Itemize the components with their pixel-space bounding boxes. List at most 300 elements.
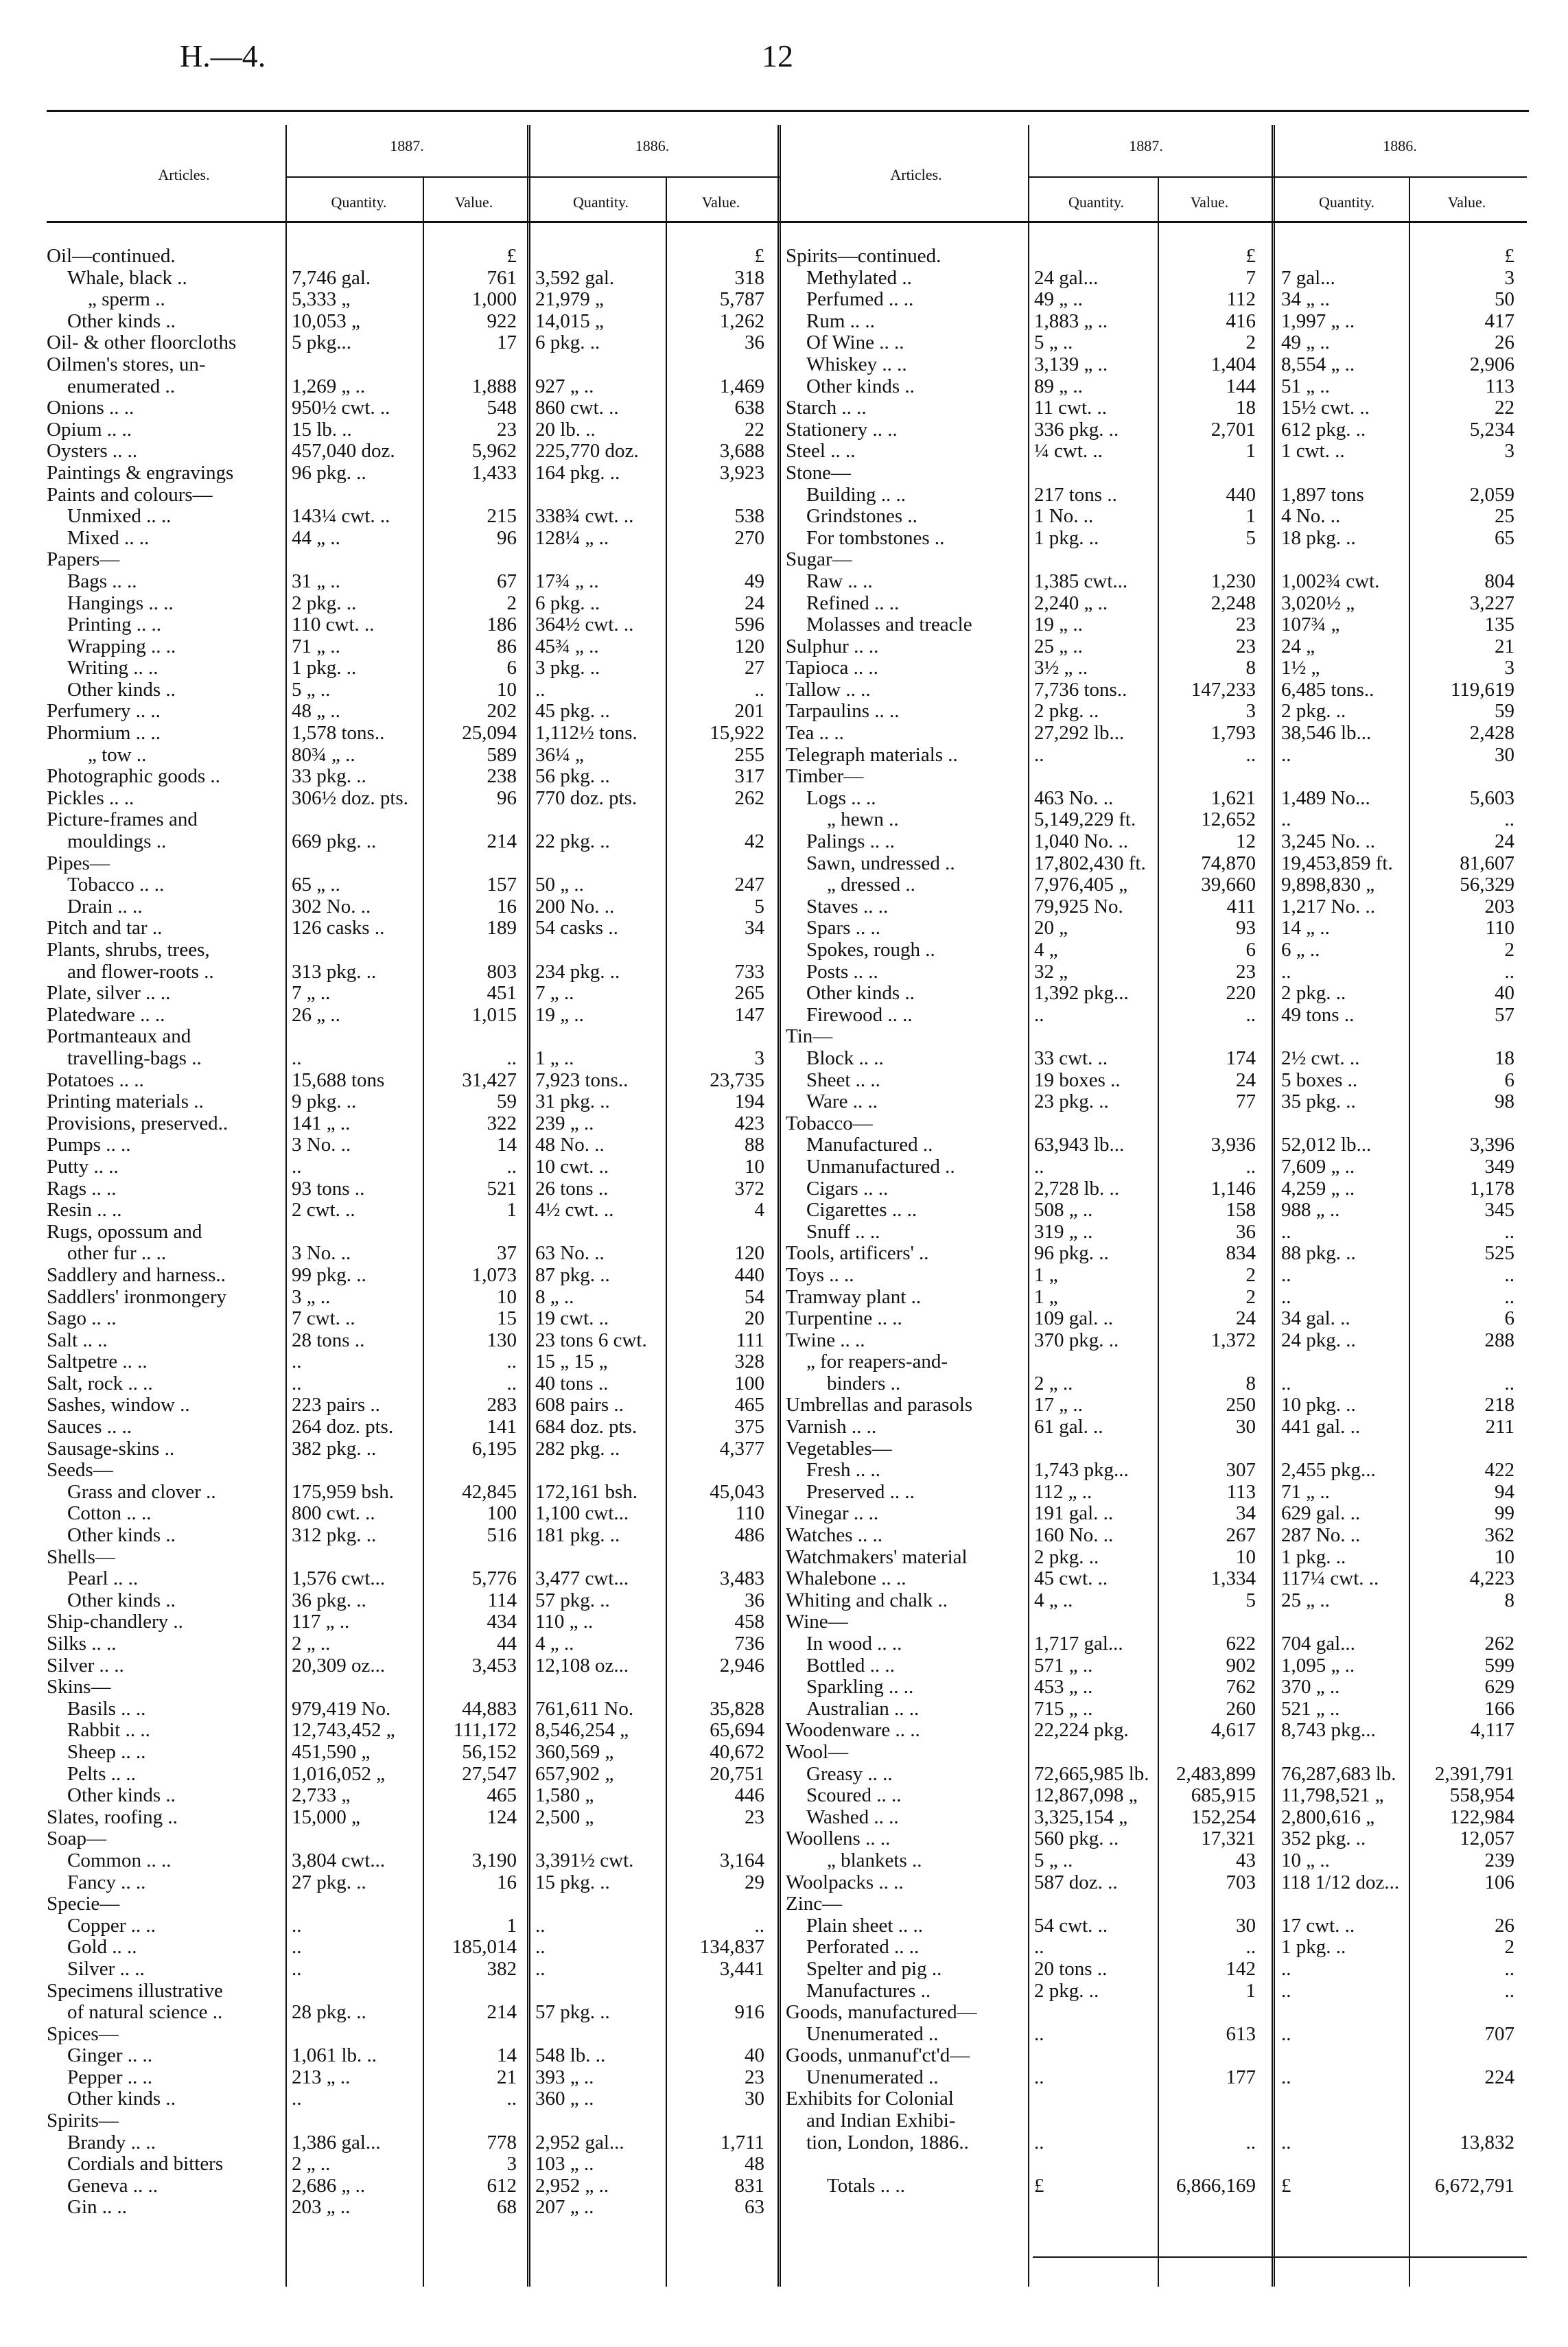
quantity-1886-cell: 2,500 „ xyxy=(535,1806,594,1828)
quantity-1887-cell: 1,392 pkg... xyxy=(1034,983,1129,1005)
table-row xyxy=(47,1503,791,1525)
table-row xyxy=(47,1525,791,1547)
quantity-1887-cell: 19 boxes .. xyxy=(1034,1069,1121,1091)
table-row xyxy=(786,1373,1527,1395)
table-row xyxy=(47,1460,791,1482)
table-row xyxy=(786,1655,1527,1677)
article-cell: Pearl .. .. xyxy=(67,1568,139,1590)
value-1886-cell: 2,946 xyxy=(719,1655,764,1677)
value-1886-cell: 1,469 xyxy=(719,375,764,397)
quantity-1886-cell: 3,391½ cwt. xyxy=(535,1849,634,1871)
table-row xyxy=(786,983,1527,1005)
article-cell: Whalebone .. .. xyxy=(786,1568,906,1590)
table-row xyxy=(47,1200,791,1222)
table-row xyxy=(786,1222,1527,1243)
quantity-1886-cell: 36¼ „ xyxy=(535,744,584,766)
article-cell: Whale, black .. xyxy=(67,267,187,289)
quantity-1887-cell: 3,325,154 „ xyxy=(1034,1806,1128,1828)
article-cell: Spars .. .. xyxy=(806,918,880,939)
article-cell: Pumps .. .. xyxy=(47,1134,131,1156)
quantity-1887-cell: 264 doz. pts. xyxy=(292,1416,394,1438)
value-1887-cell: 214 xyxy=(487,831,517,853)
article-cell: Manufactures .. xyxy=(806,1980,931,2002)
table-row xyxy=(47,939,791,961)
value-1886-cell: 1,711 xyxy=(720,2132,764,2153)
value-1887-cell: 86 xyxy=(497,635,517,657)
quantity-1886-cell: 128¼ „ .. xyxy=(535,527,609,549)
quantity-1886-cell: 234 pkg. .. xyxy=(535,961,620,983)
table-row xyxy=(47,1113,791,1135)
value-1887-cell: 3 xyxy=(506,2153,517,2175)
article-cell: tion, London, 1886.. xyxy=(806,2132,969,2153)
article-cell: Wool— xyxy=(786,1741,849,1763)
quantity-1887-cell: .. xyxy=(292,1373,302,1394)
value-1887-cell: 14 xyxy=(497,1134,517,1156)
value-1886-cell: .. xyxy=(1504,961,1514,983)
quantity-1886-cell: .. xyxy=(1281,1286,1291,1308)
quantity-1887-cell: 61 gal. .. xyxy=(1034,1416,1103,1438)
value-1887-cell: 186 xyxy=(487,614,517,636)
quantity-1886-cell: 608 pairs .. xyxy=(535,1394,624,1416)
article-cell: Ginger .. .. xyxy=(67,2045,153,2067)
value-1886-cell: 40 xyxy=(1495,983,1514,1005)
quantity-1887-cell: 79,925 No. xyxy=(1034,896,1123,918)
quantity-1887-cell: 1,385 cwt... xyxy=(1034,570,1128,592)
article-cell: Grass and clover .. xyxy=(67,1481,216,1503)
value-1887-cell: 12 xyxy=(1236,831,1256,853)
value-1886-cell: 65 xyxy=(1495,527,1514,549)
quantity-1886-cell: 200 No. .. xyxy=(535,896,615,918)
value-1887-cell: 3,453 xyxy=(471,1655,517,1677)
value-1887-cell: £ xyxy=(1245,246,1256,267)
value-1886-cell: 417 xyxy=(1484,310,1514,332)
quantity-1886-cell: 22 pkg. .. xyxy=(535,831,610,853)
value-1886-cell: .. xyxy=(1504,1286,1514,1308)
article-cell: Goods, unmanuf'ct'd— xyxy=(786,2045,970,2067)
value-1886-cell: 13,832 xyxy=(1460,2132,1514,2153)
value-1886-cell: 3,923 xyxy=(719,462,764,484)
value-1887-cell: 1,015 xyxy=(471,1004,517,1026)
quantity-1887-cell: 5,149,229 ft. xyxy=(1034,809,1136,831)
quantity-1887-cell: 112 „ .. xyxy=(1034,1481,1092,1503)
value-1886-cell: 20,751 xyxy=(710,1763,764,1785)
quantity-1887-cell: 20 tons .. xyxy=(1034,1958,1108,1980)
value-1886-cell: 599 xyxy=(1484,1655,1514,1677)
quantity-1886-cell: 4½ cwt. .. xyxy=(535,1200,614,1222)
article-cell: Copper .. .. xyxy=(67,1915,156,1937)
quantity-1887-header: Quantity. xyxy=(331,194,387,211)
table-row xyxy=(786,723,1527,745)
article-cell: Ship-chandlery .. xyxy=(47,1611,183,1633)
quantity-1886-cell: 704 gal... xyxy=(1281,1633,1355,1655)
table-row xyxy=(786,376,1527,398)
article-cell: Pipes— xyxy=(47,852,110,874)
value-1887-cell: 30 xyxy=(1236,1416,1256,1438)
article-cell: Totals .. .. xyxy=(827,2175,905,2197)
value-1886-cell: 423 xyxy=(734,1112,764,1134)
quantity-1886-cell: 5 boxes .. xyxy=(1281,1069,1358,1091)
quantity-1886-cell: 1 pkg. .. xyxy=(1281,1546,1346,1568)
article-cell: Wine— xyxy=(786,1611,848,1633)
value-1887-cell: 613 xyxy=(1226,2023,1256,2045)
article-cell: Cordials and bitters xyxy=(67,2153,224,2175)
quantity-1887-cell: 7,746 gal. xyxy=(292,267,371,289)
table-row xyxy=(786,831,1527,853)
quantity-1887-cell: 463 No. .. xyxy=(1034,787,1114,809)
value-1886-cell: 916 xyxy=(734,2002,764,2024)
quantity-1887-cell: 312 pkg. .. xyxy=(292,1525,377,1547)
value-1887-cell: 238 xyxy=(487,766,517,788)
quantity-1887-cell: 36 pkg. .. xyxy=(292,1589,366,1611)
quantity-1887-cell: .. xyxy=(292,1351,302,1373)
table-row xyxy=(786,1265,1527,1287)
quantity-1886-cell: 103 „ .. xyxy=(535,2153,594,2175)
article-cell: Tramway plant .. xyxy=(786,1286,922,1308)
quantity-1886-cell: 6,485 tons.. xyxy=(1281,679,1374,701)
table-row xyxy=(47,2132,791,2154)
article-cell: Tarpaulins .. .. xyxy=(786,701,900,723)
article-cell: Brandy .. .. xyxy=(67,2132,156,2153)
value-1887-cell: 114 xyxy=(487,1589,517,1611)
quantity-1886-cell: 19,453,859 ft. xyxy=(1281,852,1393,874)
article-cell: Spirits—continued. xyxy=(786,246,941,267)
quantity-1887-cell: 800 cwt. .. xyxy=(292,1503,375,1525)
value-1887-cell: 42,845 xyxy=(462,1481,517,1503)
value-1886-cell: 375 xyxy=(734,1416,764,1438)
value-1887-cell: 185,014 xyxy=(452,1937,517,1959)
table-row xyxy=(47,788,791,810)
value-1887-cell: 902 xyxy=(1226,1655,1256,1677)
quantity-1887-cell: 7,976,405 „ xyxy=(1034,874,1128,896)
value-1886-cell: 317 xyxy=(734,766,764,788)
article-cell: Fresh .. .. xyxy=(806,1460,880,1482)
quantity-1887-cell: 28 pkg. .. xyxy=(292,2002,366,2024)
quantity-1887-cell: 17 „ .. xyxy=(1034,1394,1083,1416)
article-cell: Oil—continued. xyxy=(47,246,176,267)
value-1886-cell: 362 xyxy=(1484,1525,1514,1547)
article-cell: Starch .. .. xyxy=(786,397,867,419)
quantity-1886-cell: 7 „ .. xyxy=(535,983,574,1005)
quantity-1886-cell: 4,259 „ .. xyxy=(1281,1178,1355,1200)
article-cell: Unmanufactured .. xyxy=(806,1156,955,1178)
value-1886-cell: 5,603 xyxy=(1469,787,1514,809)
value-1886-cell: 21 xyxy=(1495,635,1514,657)
value-1886-cell: 707 xyxy=(1484,2023,1514,2045)
article-cell: Sashes, window .. xyxy=(47,1394,190,1416)
table-row xyxy=(786,1547,1527,1569)
value-1887-cell: 2,483,899 xyxy=(1176,1763,1256,1785)
article-cell: Shells— xyxy=(47,1546,115,1568)
quantity-1887-cell: 12,867,098 „ xyxy=(1034,1785,1138,1807)
article-cell: Varnish .. .. xyxy=(786,1416,877,1438)
article-cell: Woodenware .. .. xyxy=(786,1720,920,1742)
quantity-1887-cell: 508 „ .. xyxy=(1034,1200,1093,1222)
value-1887-cell: 1,000 xyxy=(471,289,517,311)
table-row xyxy=(786,1460,1527,1482)
table-row xyxy=(47,1308,791,1330)
value-1886-cell: 36 xyxy=(745,332,764,354)
value-1887-header: Value. xyxy=(1190,194,1229,211)
article-cell: Picture-frames and xyxy=(47,809,198,831)
table-row xyxy=(47,484,791,506)
quantity-1886-cell: 393 „ .. xyxy=(535,2066,594,2088)
article-cell: Goods, manufactured— xyxy=(786,2002,977,2024)
value-1887-cell: 24 xyxy=(1236,1069,1256,1091)
table-row xyxy=(786,549,1527,571)
article-cell: Tallow .. .. xyxy=(786,679,871,701)
article-cell: Tin— xyxy=(786,1026,833,1048)
value-1886-cell: 35,828 xyxy=(710,1698,764,1720)
value-1887-cell: 1,372 xyxy=(1210,1329,1256,1351)
quantity-1886-cell: .. xyxy=(1281,1980,1291,2002)
table-row xyxy=(47,2088,791,2110)
article-cell: Woollens .. .. xyxy=(786,1828,891,1850)
value-1886-cell: 1,262 xyxy=(719,310,764,332)
article-cell: Other kinds .. xyxy=(67,310,176,332)
value-1887-cell: 762 xyxy=(1226,1677,1256,1698)
article-cell: Pickles .. .. xyxy=(47,787,134,809)
article-cell: Sausage-skins .. xyxy=(47,1438,175,1460)
value-1886-cell: 804 xyxy=(1484,570,1514,592)
quantity-1886-cell: 45 pkg. .. xyxy=(535,701,610,723)
quantity-1886-cell: 2 pkg. .. xyxy=(1281,701,1346,723)
value-1887-cell: 548 xyxy=(487,397,517,419)
value-1887-cell: .. xyxy=(1245,1004,1256,1026)
article-cell: Putty .. .. xyxy=(47,1156,119,1178)
value-1887-cell: 5 xyxy=(1245,527,1256,549)
quantity-1886-cell: 19 „ .. xyxy=(535,1004,584,1026)
table-row xyxy=(786,1568,1527,1590)
value-1886-cell: .. xyxy=(1504,809,1514,831)
article-cell: Platedware .. .. xyxy=(47,1004,165,1026)
value-1887-cell: 34 xyxy=(1236,1503,1256,1525)
article-cell: Ware .. .. xyxy=(806,1091,878,1113)
value-1887-cell: 834 xyxy=(1226,1243,1256,1265)
page-number: 12 xyxy=(762,38,793,73)
value-1887-cell: 382 xyxy=(487,1958,517,1980)
table-row xyxy=(47,874,791,896)
quantity-1887-cell: 302 No. .. xyxy=(292,896,371,918)
quantity-1886-cell: 1,580 „ xyxy=(535,1785,594,1807)
quantity-1886-cell: 118 1/12 doz... xyxy=(1281,1871,1400,1893)
value-1886-cell: 2,059 xyxy=(1469,484,1514,506)
article-cell: Steel .. .. xyxy=(786,441,856,463)
quantity-1886-cell: 17 cwt. .. xyxy=(1281,1915,1355,1937)
quantity-1887-cell: .. xyxy=(1034,2023,1044,2045)
article-cell: „ hewn .. xyxy=(827,809,899,831)
value-1887-cell: 15 xyxy=(497,1308,517,1330)
article-cell: Printing .. .. xyxy=(67,614,161,636)
value-1886-cell: .. xyxy=(754,679,764,701)
quantity-1887-cell: 9 pkg. .. xyxy=(292,1091,357,1113)
value-1886-cell: 3,483 xyxy=(719,1568,764,1590)
value-1886-cell: 3,227 xyxy=(1469,592,1514,614)
value-1886-cell: 50 xyxy=(1495,289,1514,311)
table-row xyxy=(47,1633,791,1655)
table-row xyxy=(47,1807,791,1829)
article-cell: Silver .. .. xyxy=(47,1655,124,1677)
table-row xyxy=(47,1026,791,1048)
quantity-1887-cell: 19 „ .. xyxy=(1034,614,1083,636)
value-1886-cell: 4,377 xyxy=(719,1438,764,1460)
article-cell: Portmanteaux and xyxy=(47,1026,191,1048)
table-row xyxy=(786,614,1527,636)
quantity-1886-cell: .. xyxy=(1281,1264,1291,1286)
quantity-1887-cell: 22,224 pkg. xyxy=(1034,1720,1129,1742)
quantity-1886-cell: 21,979 „ xyxy=(535,289,604,311)
article-cell: Rags .. .. xyxy=(47,1178,117,1200)
table-row xyxy=(786,1134,1527,1156)
table-row xyxy=(47,593,791,615)
quantity-1886-cell: 282 pkg. .. xyxy=(535,1438,620,1460)
value-1887-cell: 307 xyxy=(1226,1460,1256,1482)
table-row xyxy=(47,571,791,593)
table-row xyxy=(786,896,1527,918)
article-cell: For tombstones .. xyxy=(806,527,945,549)
quantity-1886-cell: 2 pkg. .. xyxy=(1281,983,1346,1005)
quantity-1887-cell: 571 „ .. xyxy=(1034,1655,1093,1677)
quantity-1887-cell: 15,688 tons xyxy=(292,1069,385,1091)
quantity-1886-cell: 8 „ .. xyxy=(535,1286,574,1308)
quantity-1886-cell: 8,546,254 „ xyxy=(535,1720,629,1742)
value-1886-cell: 5,234 xyxy=(1469,419,1514,441)
value-1886-cell: 265 xyxy=(734,983,764,1005)
value-1886-cell: 446 xyxy=(734,1785,764,1807)
table-row xyxy=(786,636,1527,658)
article-cell: Turpentine .. .. xyxy=(786,1308,902,1330)
quantity-1887-cell: 28 tons .. xyxy=(292,1329,365,1351)
table-row xyxy=(786,766,1527,788)
quantity-1886-cell: 12,108 oz... xyxy=(535,1655,629,1677)
table-row xyxy=(47,896,791,918)
totals-rule xyxy=(1033,2256,1527,2258)
value-1887-cell: 27,547 xyxy=(462,1763,517,1785)
article-cell: Silks .. .. xyxy=(47,1633,117,1655)
quantity-1887-cell: 96 pkg. .. xyxy=(1034,1243,1109,1265)
article-cell: Onions .. .. xyxy=(47,397,134,419)
quantity-1886-cell: 88 pkg. .. xyxy=(1281,1243,1356,1265)
value-1886-cell: 2 xyxy=(1504,939,1514,961)
quantity-1886-cell: 207 „ .. xyxy=(535,2197,594,2219)
value-1886-cell: 224 xyxy=(1484,2066,1514,2088)
quantity-1887-cell: 217 tons .. xyxy=(1034,484,1117,506)
value-1887-cell: 157 xyxy=(487,874,517,896)
article-cell: Umbrellas and parasols xyxy=(786,1394,973,1416)
article-cell: Block .. .. xyxy=(806,1047,884,1069)
value-1887-cell: .. xyxy=(506,1351,517,1373)
quantity-1886-cell: .. xyxy=(1281,1221,1291,1243)
article-cell: Sparkling .. .. xyxy=(806,1677,914,1698)
table-top-rule xyxy=(47,110,1529,112)
value-1887-cell: 8 xyxy=(1245,1373,1256,1394)
article-cell: Sugar— xyxy=(786,549,852,571)
table-row xyxy=(786,701,1527,723)
value-1887-cell: 2,701 xyxy=(1210,419,1256,441)
value-1887-cell: 67 xyxy=(497,570,517,592)
quantity-1886-cell: 40 tons .. xyxy=(535,1373,609,1394)
article-cell: Other kinds .. xyxy=(67,679,176,701)
table-row xyxy=(47,246,791,268)
quantity-1887-cell: 48 „ .. xyxy=(292,701,340,723)
article-cell: Basils .. .. xyxy=(67,1698,146,1720)
quantity-1887-cell: 71 „ .. xyxy=(292,635,340,657)
value-1887-cell: 250 xyxy=(1226,1394,1256,1416)
quantity-1886-cell: 8,554 „ .. xyxy=(1281,353,1355,375)
quantity-1886-cell: .. xyxy=(1281,2023,1291,2045)
year-1886-header: 1886. xyxy=(635,137,670,154)
quantity-1887-cell: 5 pkg... xyxy=(292,332,351,354)
value-1886-cell: 122,984 xyxy=(1449,1806,1514,1828)
table-row xyxy=(786,1677,1527,1698)
table-row xyxy=(47,679,791,701)
value-1886-cell: 42 xyxy=(745,831,764,853)
quantity-1887-cell: 44 „ .. xyxy=(292,527,340,549)
table-row xyxy=(786,1959,1527,1981)
quantity-1887-cell: 313 pkg. .. xyxy=(292,961,377,983)
quantity-1887-cell: 2 pkg. .. xyxy=(1034,1980,1099,2002)
quantity-1886-cell: 225,770 doz. xyxy=(535,441,639,463)
article-cell: Soap— xyxy=(47,1828,106,1850)
quantity-1887-header: Quantity. xyxy=(1068,194,1125,211)
value-1887-cell: .. xyxy=(1245,1937,1256,1959)
table-row xyxy=(47,1005,791,1027)
value-1886-header: Value. xyxy=(701,194,740,211)
table-row xyxy=(786,506,1527,528)
value-1886-cell: 34 xyxy=(745,918,764,939)
quantity-1887-cell: £ xyxy=(1034,2175,1044,2197)
table-row xyxy=(47,2197,791,2219)
quantity-1886-cell: 988 „ .. xyxy=(1281,1200,1340,1222)
quantity-1887-cell: 33 cwt. .. xyxy=(1034,1047,1108,1069)
quantity-1887-cell: 1,717 gal... xyxy=(1034,1633,1123,1655)
quantity-1887-cell: 2 „ .. xyxy=(292,2153,331,2175)
article-cell: Paintings & engravings xyxy=(47,462,234,484)
quantity-1887-cell: 32 „ xyxy=(1034,961,1068,983)
article-cell: other fur .. .. xyxy=(67,1243,167,1265)
quantity-1887-cell: 1,883 „ .. xyxy=(1034,310,1108,332)
article-cell: Australian .. .. xyxy=(806,1698,920,1720)
article-cell: Timber— xyxy=(786,766,864,788)
article-cell: Stationery .. .. xyxy=(786,419,898,441)
quantity-1886-cell: 2½ cwt. .. xyxy=(1281,1047,1360,1069)
table-row xyxy=(47,701,791,723)
quantity-1887-cell: 5 „ .. xyxy=(292,679,331,701)
value-1887-cell: 1,146 xyxy=(1210,1178,1256,1200)
table-row xyxy=(47,1893,791,1915)
quantity-1887-cell: 669 pkg. .. xyxy=(292,831,377,853)
value-1887-cell: 31,427 xyxy=(462,1069,517,1091)
quantity-1887-cell: 5,333 „ xyxy=(292,289,351,311)
value-1887-cell: 37 xyxy=(497,1243,517,1265)
value-1886-cell: 5 xyxy=(754,896,764,918)
value-1887-cell: 5,776 xyxy=(471,1568,517,1590)
value-1886-cell: 18 xyxy=(1495,1047,1514,1069)
quantity-1887-cell: .. xyxy=(1034,1004,1044,1026)
table-row xyxy=(47,1394,791,1416)
quantity-1887-cell: 715 „ .. xyxy=(1034,1698,1093,1720)
article-cell: Common .. .. xyxy=(67,1849,172,1871)
table-row xyxy=(47,2024,791,2046)
table-row xyxy=(47,853,791,875)
quantity-1886-cell: 239 „ .. xyxy=(535,1112,594,1134)
quantity-1886-cell: 110 „ .. xyxy=(535,1611,594,1633)
value-1886-cell: 57 xyxy=(1495,1004,1514,1026)
value-1886-cell: 25 xyxy=(1495,506,1514,528)
quantity-1886-cell: 52,012 lb... xyxy=(1281,1134,1372,1156)
table-row xyxy=(786,1785,1527,1807)
table-row xyxy=(786,2175,1527,2197)
value-1887-cell: 44 xyxy=(497,1633,517,1655)
